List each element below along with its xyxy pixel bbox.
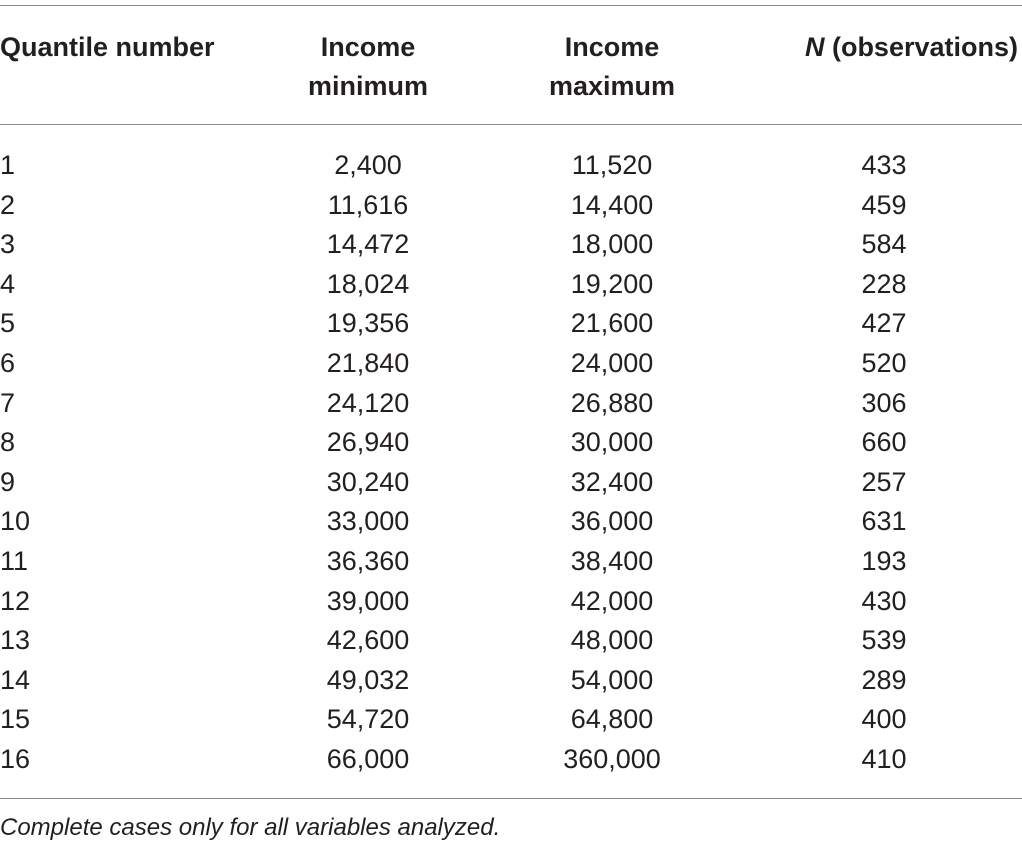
table-row <box>0 542 1022 582</box>
cell-n-observations: 228 <box>861 268 907 299</box>
cell-n-observations: 430 <box>861 585 907 616</box>
header-n-rest: (observations) <box>824 32 1018 62</box>
cell-income-minimum: 66,000 <box>326 743 410 774</box>
header-income-minimum-line2: minimum <box>307 71 428 101</box>
cell-quantile-number: 10 <box>0 506 31 537</box>
cell-income-maximum: 38,400 <box>570 545 654 576</box>
cell-income-maximum: 36,000 <box>570 506 654 537</box>
table-row <box>0 582 1022 622</box>
header-n-italic: N <box>804 32 825 62</box>
table-bottom-rule <box>0 798 1022 799</box>
cell-n-observations: 306 <box>861 387 907 418</box>
cell-income-minimum: 36,360 <box>326 545 410 576</box>
cell-quantile-number: 15 <box>0 704 31 735</box>
cell-income-minimum: 24,120 <box>326 387 410 418</box>
cell-quantile-number: 7 <box>0 387 16 418</box>
table-row <box>0 502 1022 542</box>
table-row <box>0 621 1022 661</box>
cell-income-maximum: 360,000 <box>563 743 661 774</box>
cell-income-maximum: 24,000 <box>570 347 654 378</box>
cell-n-observations: 660 <box>861 427 907 458</box>
cell-income-minimum: 11,616 <box>327 189 409 220</box>
cell-n-observations: 520 <box>861 347 907 378</box>
cell-income-maximum: 32,400 <box>570 466 654 497</box>
table-row <box>0 740 1022 780</box>
header-income-maximum <box>512 28 712 106</box>
table-row <box>0 700 1022 740</box>
header-n-observations <box>740 28 1018 67</box>
cell-quantile-number: 2 <box>0 189 16 220</box>
cell-quantile-number: 4 <box>0 268 16 299</box>
cell-quantile-number: 9 <box>0 466 16 497</box>
cell-income-minimum: 18,024 <box>326 268 410 299</box>
table-row <box>0 344 1022 384</box>
cell-income-minimum: 54,720 <box>326 704 410 735</box>
cell-income-maximum: 42,000 <box>570 585 654 616</box>
table-row <box>0 423 1022 463</box>
header-quantile-number: Quantile number <box>0 32 215 62</box>
cell-n-observations: 539 <box>861 625 907 656</box>
cell-income-minimum: 14,472 <box>326 229 410 260</box>
table-footnote: Complete cases only for all variables analyzed. <box>0 814 501 841</box>
table-header <box>0 28 1022 108</box>
table-row <box>0 304 1022 344</box>
cell-n-observations: 289 <box>861 664 907 695</box>
cell-n-observations: 427 <box>861 308 907 339</box>
table-row <box>0 463 1022 503</box>
cell-income-maximum: 11,520 <box>571 150 653 180</box>
header-income-minimum-line1: Income <box>320 32 416 62</box>
header-income-maximum-line2: maximum <box>548 71 676 101</box>
cell-quantile-number: 5 <box>0 308 16 339</box>
cell-n-observations: 410 <box>861 743 907 774</box>
cell-quantile-number: 11 <box>0 545 29 576</box>
cell-n-observations: 257 <box>861 466 907 497</box>
header-income-minimum <box>268 28 468 106</box>
cell-quantile-number: 16 <box>0 743 31 774</box>
cell-income-maximum: 54,000 <box>570 664 654 695</box>
table-row <box>0 225 1022 265</box>
table-row <box>0 146 1022 186</box>
cell-n-observations: 631 <box>861 506 907 537</box>
cell-income-maximum: 21,600 <box>570 308 654 339</box>
cell-quantile-number: 8 <box>0 427 16 458</box>
cell-n-observations: 584 <box>861 229 907 260</box>
table-row <box>0 265 1022 305</box>
cell-n-observations: 193 <box>861 545 907 576</box>
cell-income-maximum: 19,200 <box>570 268 654 299</box>
cell-quantile-number: 1 <box>0 150 16 180</box>
cell-income-minimum: 39,000 <box>326 585 410 616</box>
cell-quantile-number: 3 <box>0 229 16 260</box>
cell-quantile-number: 13 <box>0 625 31 656</box>
header-income-maximum-line1: Income <box>564 32 660 62</box>
cell-n-observations: 459 <box>861 189 907 220</box>
cell-n-observations: 433 <box>861 150 907 180</box>
cell-income-maximum: 26,880 <box>570 387 654 418</box>
table-body <box>0 146 1022 780</box>
cell-income-maximum: 64,800 <box>570 704 654 735</box>
cell-income-maximum: 48,000 <box>570 625 654 656</box>
table-row <box>0 384 1022 424</box>
cell-quantile-number: 12 <box>0 585 31 616</box>
cell-income-minimum: 19,356 <box>326 308 410 339</box>
cell-income-minimum: 49,032 <box>326 664 410 695</box>
cell-income-minimum: 42,600 <box>326 625 410 656</box>
table-row <box>0 186 1022 226</box>
cell-n-observations: 400 <box>861 704 907 735</box>
table-row <box>0 661 1022 701</box>
cell-income-maximum: 18,000 <box>570 229 654 260</box>
cell-quantile-number: 6 <box>0 347 16 378</box>
cell-income-minimum: 30,240 <box>326 466 410 497</box>
cell-income-minimum: 21,840 <box>326 347 410 378</box>
cell-income-maximum: 30,000 <box>570 427 654 458</box>
table-header-rule <box>0 124 1022 125</box>
cell-income-minimum: 26,940 <box>326 427 410 458</box>
cell-quantile-number: 14 <box>0 664 31 695</box>
cell-income-maximum: 14,400 <box>570 189 654 220</box>
cell-income-minimum: 33,000 <box>326 506 410 537</box>
table-top-rule <box>0 5 1022 6</box>
cell-income-minimum: 2,400 <box>334 150 402 180</box>
